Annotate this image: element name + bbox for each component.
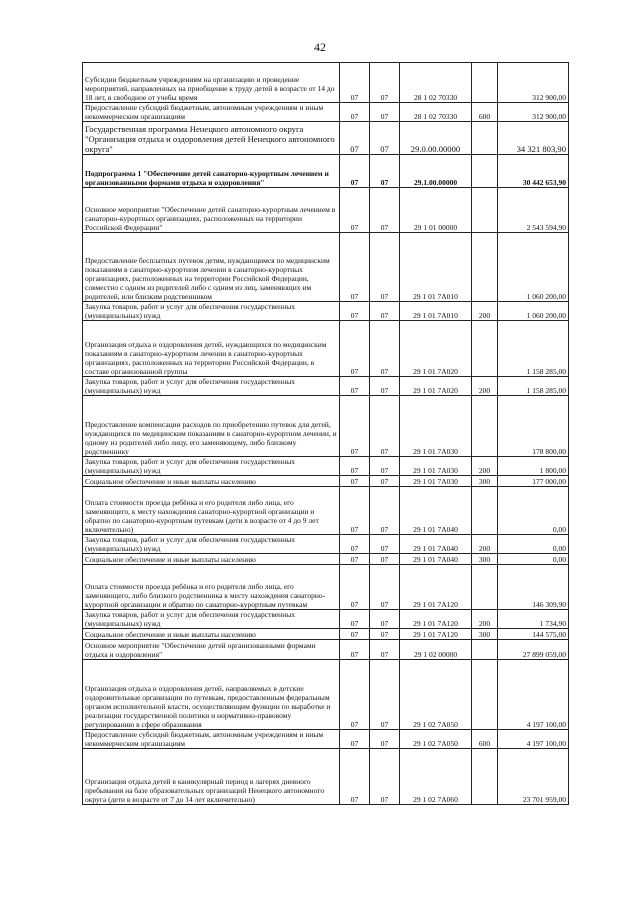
row-name: Подпрограмма 1 "Обеспечение детей санаторно-курортным лечением и организованными формами отдыха и оздоровления" [83,155,340,188]
table-row [83,660,569,730]
row-target-article: 29 1 02 7А050 [400,730,472,749]
row-section: 07 [340,122,370,155]
row-expense-type: 600 [472,103,498,122]
row-subsection: 07 [370,730,400,749]
row-section: 07 [340,302,370,321]
row-target-article: 29 1 01 00000 [400,188,472,233]
row-amount: 146 309,90 [498,565,569,610]
row-name: Оплата стоимости проезда ребёнка и его родителя либо лица, его заменяющего, к месту нахождения санаторно-курортной организации и обратно по санаторно-курортным путевкам (дети в возрасте от 4 до 9 лет включительно) [83,487,340,535]
table-row [83,535,569,554]
row-name: Социальное обеспечение и иные выплаты населению [83,554,340,565]
table-row [83,321,569,377]
row-name: Основное мероприятие "Обеспечение детей санаторно-курортным лечением в санаторно-курортных организациях, расположенных на территории Российской Федерации" [83,188,340,233]
row-subsection: 07 [370,660,400,730]
table-row [83,749,569,805]
row-name: Предоставление бесплатных путевок детям, нуждающимся по медицинским показаниям в санаторно-курортном лечении в санаторно-курортных организациях, расположенных на территории Российской Федерации, совместно с одним из родителей либо с одним из лиц, заменяющих им родителей, или близким родственником [83,233,340,302]
row-name: Организация отдыха детей в каникулярный период в лагерях дневного пребывания на базе образовательных организаций Ненецкого автономного округа (дети в возрасте от 7 до 14 лет включительно) [83,749,340,805]
row-name: Субсидии бюджетным учреждениям на организацию и проведение мероприятий, направленных на приобщение к труду детей в возрасте от 14 до 18 лет, в свободное от учебы время [83,63,340,103]
table-row [83,629,569,640]
row-expense-type [472,122,498,155]
row-target-article: 29 1 01 7А040 [400,487,472,535]
row-expense-type: 600 [472,730,498,749]
table-row [83,476,569,487]
row-expense-type: 200 [472,535,498,554]
row-subsection: 07 [370,749,400,805]
row-target-article: 29 1 01 7А120 [400,565,472,610]
row-amount: 23 701 959,00 [498,749,569,805]
row-subsection: 07 [370,302,400,321]
row-subsection: 07 [370,554,400,565]
row-subsection: 07 [370,233,400,302]
row-section: 07 [340,476,370,487]
row-name: Организация отдыха и оздоровления детей, направляемых в детские оздоровительные организации по путевкам, предоставленным федеральным органом исполнительной власти, осуществляющим функции по выработке и реализации государственной политики и нормативно-правовому регулированию в сфере образования [83,660,340,730]
row-subsection: 07 [370,629,400,640]
row-expense-type [472,155,498,188]
row-section: 07 [340,396,370,457]
row-expense-type: 300 [472,476,498,487]
table-row [83,188,569,233]
table-row [83,565,569,610]
row-expense-type: 300 [472,554,498,565]
row-name: Закупка товаров, работ и услуг для обеспечения государственных (муниципальных) нужд [83,535,340,554]
row-target-article: 29 1 01 7А010 [400,302,472,321]
row-subsection: 07 [370,63,400,103]
table-row [83,233,569,302]
table-row [83,640,569,660]
row-name: Предоставление субсидий бюджетным, автономным учреждениям и иным некоммерческим организациям [83,103,340,122]
table-row [83,63,569,103]
table-row [83,554,569,565]
row-subsection: 07 [370,377,400,396]
row-amount: 178 800,00 [498,396,569,457]
row-name: Закупка товаров, работ и услуг для обеспечения государственных (муниципальных) нужд [83,610,340,629]
row-expense-type: 200 [472,302,498,321]
row-expense-type: 200 [472,377,498,396]
row-amount: 0,00 [498,554,569,565]
row-subsection: 07 [370,565,400,610]
row-section: 07 [340,188,370,233]
row-target-article: 29 1 02 7А060 [400,749,472,805]
table-row [83,302,569,321]
row-section: 07 [340,321,370,377]
row-subsection: 07 [370,487,400,535]
row-subsection: 07 [370,188,400,233]
table-row [83,730,569,749]
row-section: 07 [340,749,370,805]
row-amount: 312 900,00 [498,103,569,122]
table-row [83,610,569,629]
row-section: 07 [340,554,370,565]
row-amount: 34 321 803,90 [498,122,569,155]
table-row [83,487,569,535]
row-expense-type [472,640,498,660]
row-subsection: 07 [370,640,400,660]
row-target-article: 29 1 02 00000 [400,640,472,660]
row-section: 07 [340,377,370,396]
row-amount: 0,00 [498,535,569,554]
row-name: Закупка товаров, работ и услуг для обеспечения государственных (муниципальных) нужд [83,377,340,396]
row-amount: 177 000,00 [498,476,569,487]
row-target-article: 28 1 02 70330 [400,103,472,122]
row-name: Социальное обеспечение и иные выплаты населению [83,629,340,640]
table-row [83,457,569,476]
row-name: Закупка товаров, работ и услуг для обеспечения государственных (муниципальных) нужд [83,302,340,321]
row-name: Закупка товаров, работ и услуг для обеспечения государственных (муниципальных) нужд [83,457,340,476]
row-amount: 1 060 200,00 [498,302,569,321]
row-target-article: 29 1 01 7А120 [400,610,472,629]
row-amount: 4 197 100,00 [498,730,569,749]
row-expense-type [472,63,498,103]
row-name: Социальное обеспечение и иные выплаты населению [83,476,340,487]
row-expense-type [472,749,498,805]
row-name: Предоставление субсидий бюджетным, автономным учреждениям и иным некоммерческим организациям [83,730,340,749]
row-expense-type [472,396,498,457]
row-amount: 1 060 200,00 [498,233,569,302]
row-section: 07 [340,629,370,640]
row-subsection: 07 [370,103,400,122]
row-name: Предоставление компенсации расходов по приобретению путевок для детей, нуждающихся по медицинским показаниям в санаторно-курортном лечении, и одному из родителей либо лицу, его заменяющему, либо близкому родственнику [83,396,340,457]
row-target-article: 29 1 01 7А020 [400,321,472,377]
row-section: 07 [340,640,370,660]
row-subsection: 07 [370,155,400,188]
row-subsection: 07 [370,535,400,554]
page-number: 42 [314,40,326,54]
row-amount: 4 197 100,00 [498,660,569,730]
row-expense-type [472,321,498,377]
row-expense-type [472,660,498,730]
row-section: 07 [340,660,370,730]
row-subsection: 07 [370,321,400,377]
row-target-article: 29 1 01 7А020 [400,377,472,396]
row-target-article: 29.1.00.00000 [400,155,472,188]
row-expense-type: 200 [472,610,498,629]
row-expense-type [472,487,498,535]
row-target-article: 29 1 01 7А040 [400,554,472,565]
table-row [83,122,569,155]
row-name: Оплата стоимости проезда ребёнка и его родителя либо лица, его заменяющего, либо близкого родственника к месту нахождения санаторно-курортной организации и обратно по санаторно-курортным путевкам [83,565,340,610]
row-amount: 30 442 653,90 [498,155,569,188]
row-expense-type [472,188,498,233]
row-amount: 1 800,00 [498,457,569,476]
row-section: 07 [340,233,370,302]
row-subsection: 07 [370,396,400,457]
row-section: 07 [340,535,370,554]
row-amount: 1 734,90 [498,610,569,629]
row-amount: 1 158 285,00 [498,321,569,377]
row-section: 07 [340,610,370,629]
row-section: 07 [340,457,370,476]
row-amount: 0,00 [498,487,569,535]
row-section: 07 [340,565,370,610]
row-target-article: 29.0.00.00000 [400,122,472,155]
row-name: Государственная программа Ненецкого автономного округа "Организация отдыха и оздоровления детей Ненецкого автономного округа" [83,122,340,155]
row-subsection: 07 [370,122,400,155]
row-target-article: 29 1 02 7А050 [400,660,472,730]
row-target-article: 29 1 01 7А120 [400,629,472,640]
row-section: 07 [340,730,370,749]
row-subsection: 07 [370,457,400,476]
row-target-article: 29 1 01 7А030 [400,476,472,487]
row-section: 07 [340,63,370,103]
budget-table [82,62,569,805]
table-row [83,396,569,457]
row-amount: 27 899 059,00 [498,640,569,660]
row-expense-type [472,565,498,610]
row-subsection: 07 [370,476,400,487]
table-row [83,155,569,188]
row-section: 07 [340,103,370,122]
row-amount: 2 543 594,90 [498,188,569,233]
row-amount: 1 158 285,00 [498,377,569,396]
row-expense-type [472,233,498,302]
row-amount: 312 900,00 [498,63,569,103]
table-row [83,103,569,122]
row-expense-type: 200 [472,457,498,476]
row-target-article: 29 1 01 7А030 [400,457,472,476]
row-name: Организация отдыха и оздоровления детей, нуждающихся по медицинским показаниям в санаторно-курортном лечении в санаторно-курортных организациях, расположенных на территории Российской Федерации, в составе организованной группы [83,321,340,377]
row-target-article: 29 1 01 7А040 [400,535,472,554]
row-target-article: 29 1 01 7А010 [400,233,472,302]
table-row [83,377,569,396]
row-amount: 144 575,00 [498,629,569,640]
row-section: 07 [340,487,370,535]
row-name: Основное мероприятие "Обеспечение детей организованными формами отдыха и оздоровления" [83,640,340,660]
row-section: 07 [340,155,370,188]
budget-table-body [83,63,569,805]
row-subsection: 07 [370,610,400,629]
row-target-article: 28 1 02 70330 [400,63,472,103]
row-expense-type: 300 [472,629,498,640]
row-target-article: 29 1 01 7А030 [400,396,472,457]
